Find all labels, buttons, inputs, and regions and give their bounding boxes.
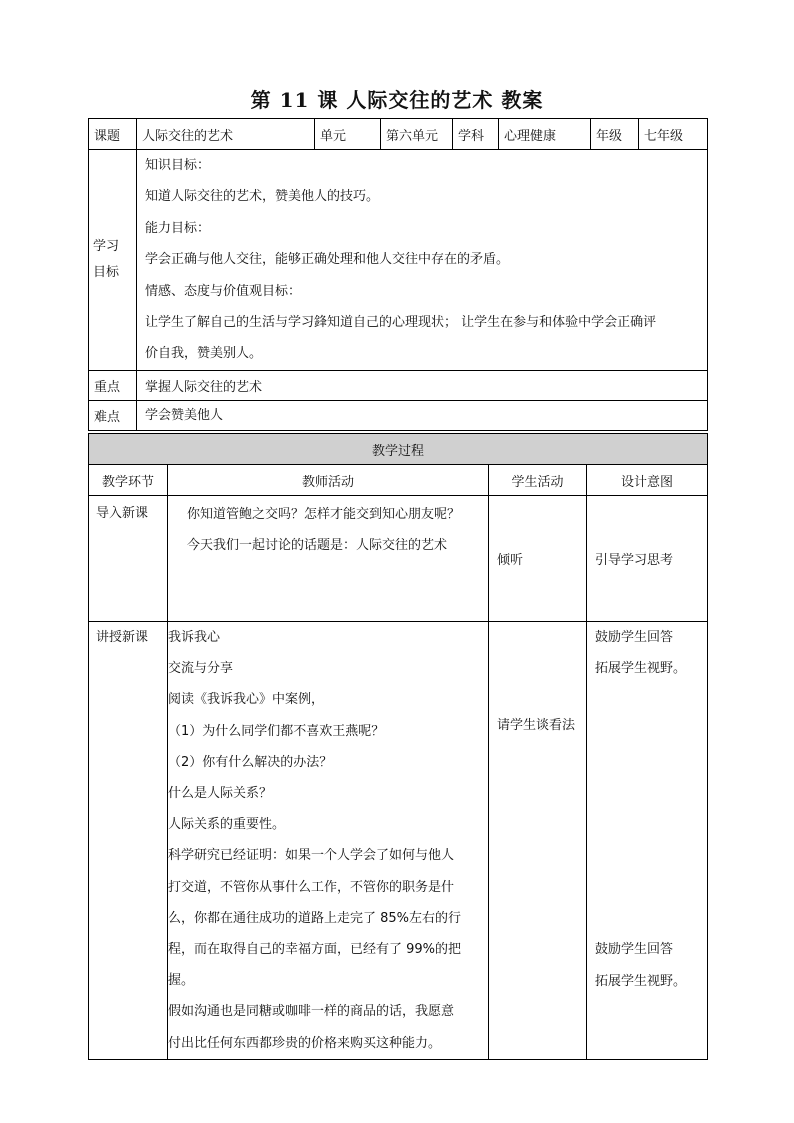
teacher-line: 假如沟通也是同糖或咖啡一样的商品的话，我愿意 xyxy=(168,1004,455,1020)
goal-line: 能力目标： xyxy=(145,220,211,236)
teacher-line: 付出比任何东西都珍贵的价格来购买这种能力。 xyxy=(168,1035,442,1051)
intent-new-lesson xyxy=(587,622,708,1060)
goal-line: 让学生了解自己的生活与学习鋒知道自己的心理现状； 让学生在参与和体验中学会正确评 xyxy=(145,315,657,331)
teacher-new-lesson xyxy=(168,622,489,1060)
teacher-line: 打交道，不管你从事什么工作，不管你的职务是什 xyxy=(168,879,455,895)
teacher-line: 你知道管鲍之交吗？怎样才能交到知心朋友呢？ xyxy=(187,507,461,522)
col-teacher-header: 教师活动 xyxy=(168,465,489,496)
teacher-line: 程，而在取得自己的幸福方面，已经有了 99%的把 xyxy=(168,942,462,958)
student-line: 请学生谈看法 xyxy=(497,718,576,733)
teacher-line: 今天我们一起讨论的话题是：人际交往的艺术 xyxy=(187,538,448,554)
teacher-intro xyxy=(168,496,489,622)
stage-intro: 导入新课 xyxy=(89,496,168,622)
unit-value: 第六单元 xyxy=(381,119,453,150)
stage-new-lesson: 讲授新课 xyxy=(89,622,168,1060)
intent-line: 拓展学生视野。 xyxy=(595,973,687,989)
goal-line: 知识目标： xyxy=(145,158,211,173)
teacher-line: 交流与分享 xyxy=(168,661,234,677)
teacher-line: 阅读《我诉我心》中案例， xyxy=(168,692,325,708)
student-intro: 倾听 xyxy=(489,496,587,622)
intent-intro: 引导学习思考 xyxy=(587,496,708,622)
lesson-info-table xyxy=(88,118,708,431)
teacher-line: （1）为什么同学们都不喜欢王燕呢？ xyxy=(168,723,385,739)
col-stage-header: 教学环节 xyxy=(89,465,168,496)
grade-value: 七年级 xyxy=(639,119,708,150)
teacher-line: 么，你都在通往成功的道路上走完了 85%左右的行 xyxy=(168,910,462,926)
process-header: 教学过程 xyxy=(89,434,708,465)
teaching-process-table xyxy=(88,433,708,1060)
col-student-header: 学生活动 xyxy=(489,465,587,496)
topic-value: 人际交往的艺术 xyxy=(137,119,315,150)
teacher-line: 什么是人际关系？ xyxy=(168,786,273,802)
teacher-line: （2）你有什么解决的办法？ xyxy=(168,754,333,770)
student-new-lesson xyxy=(489,622,587,1060)
intent-line: 拓展学生视野。 xyxy=(595,661,687,677)
teacher-line: 科学研究已经证明：如果一个人学会了如何与他人 xyxy=(168,848,455,864)
grade-label: 年级 xyxy=(591,119,639,150)
teacher-line: 人际关系的重要性。 xyxy=(168,817,286,833)
col-intent-header: 设计意图 xyxy=(587,465,708,496)
subject-label: 学科 xyxy=(453,119,499,150)
unit-label: 单元 xyxy=(315,119,381,150)
teacher-line: 握。 xyxy=(168,973,195,989)
goal-line: 学会正确与他人交往，能够正确处理和他人交往中存在的矛盾。 xyxy=(145,252,510,268)
difficulty-label: 难点 xyxy=(89,400,137,430)
intent-line: 鼓励学生回答 xyxy=(595,630,674,645)
goal-line: 情感、态度与价值观目标： xyxy=(145,283,302,299)
goals-label-line-1: 学习 xyxy=(93,238,120,254)
goals-label xyxy=(89,150,137,371)
subject-value: 心理健康 xyxy=(499,119,591,150)
goal-line: 价自我，赞美别人。 xyxy=(145,346,263,362)
intent-line: 鼓励学生回答 xyxy=(595,942,674,958)
difficulty-value: 学会赞美他人 xyxy=(137,400,708,430)
goal-line: 知道人际交往的艺术，赞美他人的技巧。 xyxy=(145,189,380,205)
key-value: 掌握人际交往的艺术 xyxy=(137,370,708,400)
teacher-line: 我诉我心 xyxy=(168,630,221,645)
key-label: 重点 xyxy=(89,370,137,400)
topic-label: 课题 xyxy=(89,119,137,150)
page-title: 第 11 课 人际交往的艺术 教案 xyxy=(250,88,544,112)
goals-content xyxy=(137,150,708,371)
goals-label-line-2: 目标 xyxy=(93,264,120,280)
